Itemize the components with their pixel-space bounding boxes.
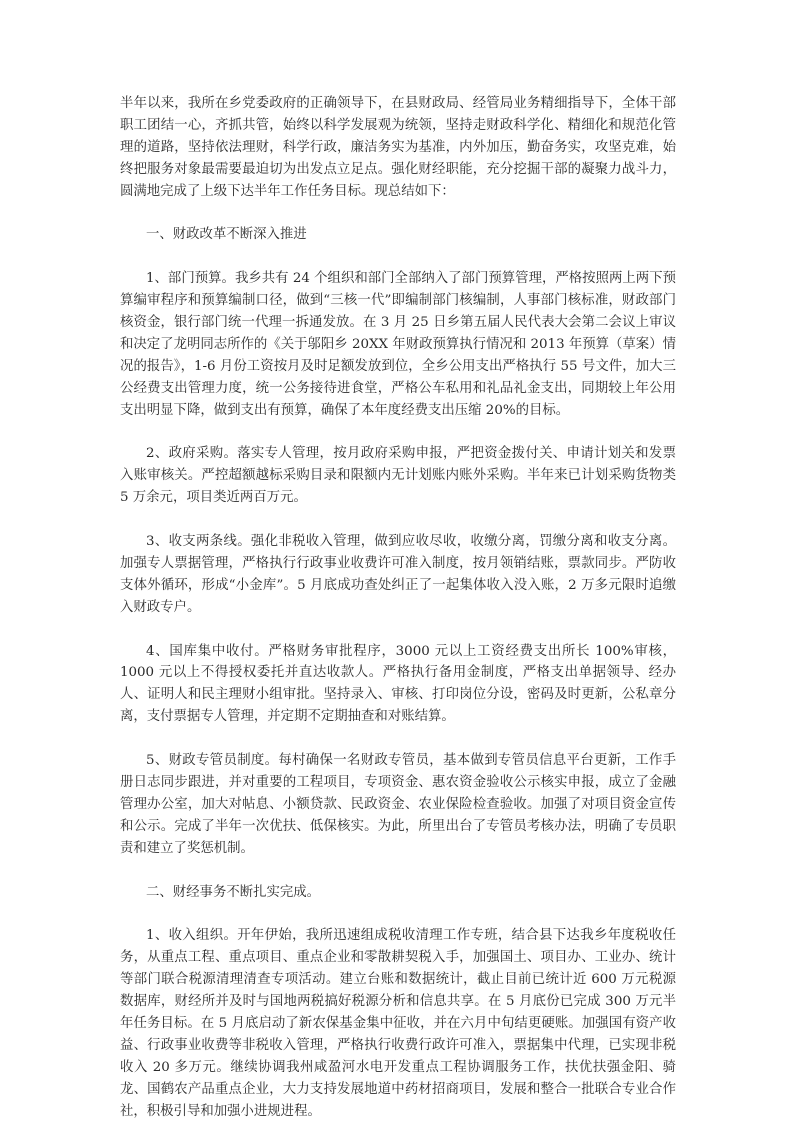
paragraph: 1、收入组织。开年伊始，我所迅速组成税收清理工作专班，结合县下达我乡年度税收任务，从重点工程、重点项目、重点企业和零散耕契税入手，加强国土、项目办、工业办、统计等部门联合税源清理清查专项活动。建立台账和数据统计，截止目前已统计近 600 万元税源数据库，财经所并及时与国地两税搞好税源分析和信息共享。在 5 月底份已完成 300 万元半年任务目标。在 5 月底启动了新农保基金集中征收，并在六月中旬结更硬账。加强国有资产收益、行政事业收费等非税收入管理，严格执行收费行政许可准入，票据集中代理，已实现非税收入 20 多万元。继续协调我州咸盈河水电开发重点工程协调服务工作，扶优扶强金阳、骑龙、国鹤农产品重点企业，大力支持发展地道中药材招商项目，发展和整合一批联合专业合作社，积极引导和加强小进规进程。 — [120, 928, 676, 1119]
spacer — [120, 903, 676, 925]
section-heading: 一、财政改革不断深入推进 — [146, 227, 307, 243]
spacer — [120, 203, 676, 225]
document-page — [120, 93, 676, 1122]
spacer — [120, 509, 676, 531]
spacer — [120, 728, 676, 750]
paragraph: 5、财政专管员制度。每村确保一名财政专管员，基本做到专管员信息平台更新，工作手册日志同步跟进，并对重要的工程项目，专项资金、惠农资金验收公示核实申报，成立了金融管理办公室，加大对帖息、小额贷款、民政资金、农业保险检查验收。加强了对项目资金宣传和公示。完成了半年一次优扶、低保核实。为此，所里出台了专管员考核办法，明确了专员职责和建立了奖惩机制。 — [120, 753, 676, 856]
paragraph: 4、国库集中收付。严格财务审批程序，3000 元以上工资经费支出所长 100%审核，1000 元以上不得授权委托并直达收款人。严格执行备用金制度，严格支出单据领导、经办人、证明人和民主理财小组审批。坚持录入、审核、打印岗位分设，密码及时更新，公私章分离，支付票据专人管理，并定期不定期抽查和对账结算。 — [120, 643, 676, 725]
spacer — [120, 619, 676, 641]
spacer — [120, 246, 676, 268]
spacer — [120, 860, 676, 882]
paragraph: 2、政府采购。落实专人管理，按月政府采购申报，严把资金拨付关、申请计划关和发票入账审核关。严控超额越标采购目录和限额内无计划账内账外采购。半年来已计划采购货物类 5 万余元，项目类近两百万元。 — [120, 446, 676, 506]
intro-paragraph: 半年以来，我所在乡党委政府的正确领导下，在县财政局、经管局业务精细指导下，全体干部职工团结一心，齐抓共管，始终以科学发展观为统领，坚持走财政科学化、精细化和规范化管理的道路，坚持依法理财，科学行政，廉洁务实为基准，内外加压，勤奋务实，攻坚克难，始终把服务对象最需要最迫切为出发点立足点。强化财经职能，充分挖掘干部的凝聚力战斗力，圆满地完成了上级下达半年工作任务目标。现总结如下： — [120, 96, 676, 199]
spacer — [120, 422, 676, 444]
section-heading: 二、财经事务不断扎实完成。 — [146, 884, 321, 900]
paragraph: 1、部门预算。我乡共有 24 个组织和部门全部纳入了部门预算管理，严格按照两上两下预算编审程序和预算编制口径，做到“三核一代”即编制部门核编制，人事部门核标准，财政部门核资金，银行部门统一代理一拆通发放。在 3 月 25 日乡第五届人民代表大会第二会议上审议和决定了龙明同志所作的《关于邬阳乡 20XX 年财政预算执行情况和 2013 年预算（草案）情况的报告》，1-6 月份工资按月及时足额发放到位，全乡公用支出严格执行 55 号文件，加大三公经费支出管理力度，统一公务接待进食堂，严格公车私用和礼品礼金支出，同期较上年公用支出明显下降，做到支出有预算，确保了本年度经费支出压缩 20%的目标。 — [120, 271, 676, 418]
paragraph: 3、收支两条线。强化非税收入管理，做到应收尽收，收缴分离，罚缴分离和收支分离。加强专人票据管理，严格执行行政事业收费许可准入制度，按月领销结账，票款同步。严防收支体外循环，形成“小金库”。5 月底成功查处纠正了一起集体收入没入账，2 万多元限时追缴入财政专户。 — [120, 534, 676, 615]
